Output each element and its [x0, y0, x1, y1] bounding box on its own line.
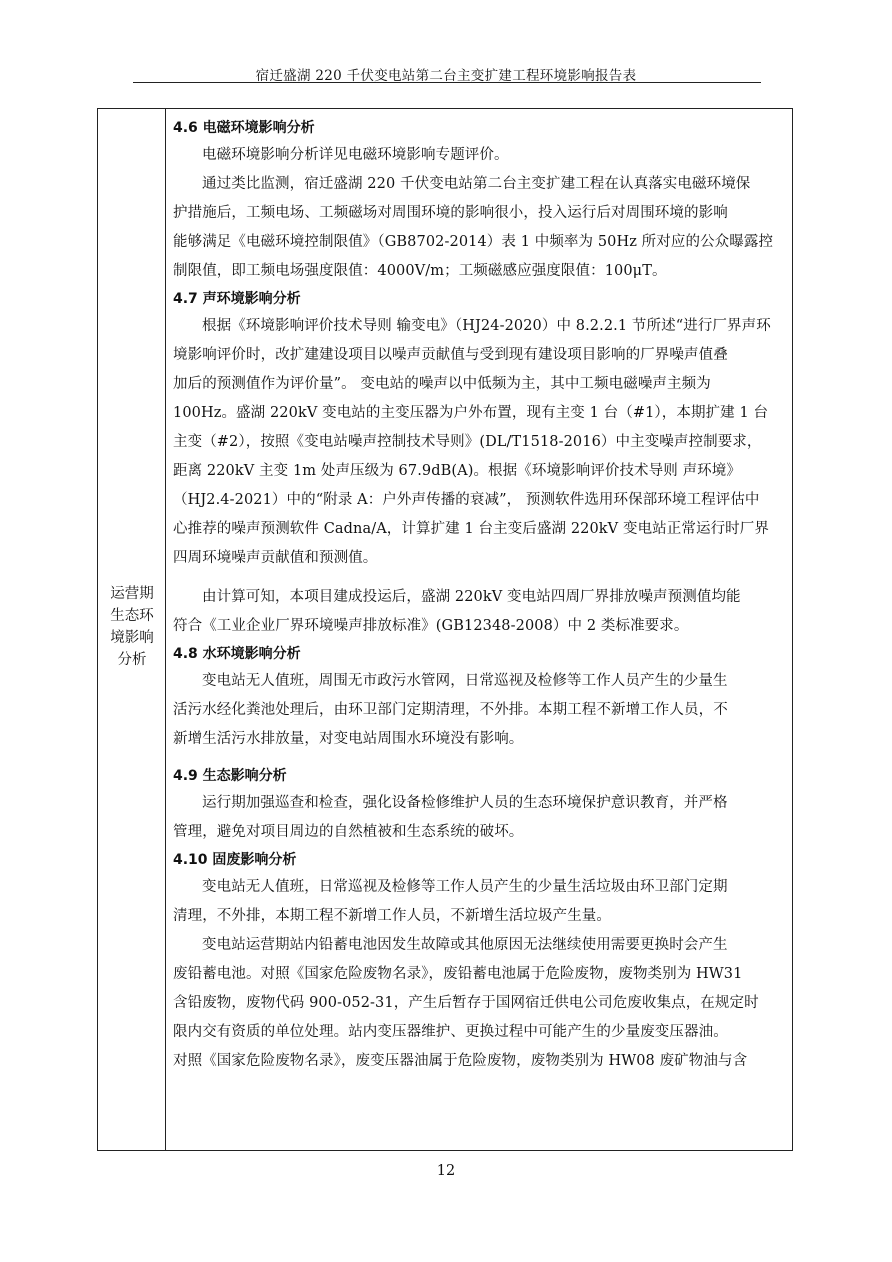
paragraph-line: 变电站无人值班，周围无市政污水管网，日常巡视及检修等工作人员产生的少量生 [202, 673, 728, 689]
paragraph-line: 符合《工业企业厂界环境噪声排放标准》(GB12348-2008）中 2 类标准要求。 [173, 618, 689, 634]
section-heading: 4.10 固废影响分析 [173, 852, 297, 868]
page-number: 12 [436, 1163, 456, 1179]
paragraph-line: 活污水经化粪池处理后，由环卫部门定期清理，不外排。本期工程不新增工作人员，不 [173, 702, 728, 718]
paragraph-line: 主变（#2），按照《变电站噪声控制技术导则》(DL/T1518-2016）中主变噪声控制要求， [173, 434, 762, 450]
paragraph-line: 运行期加强巡查和检查，强化设备检修维护人员的生态环境保护意识教育，并严格 [202, 795, 728, 811]
paragraph-line: 新增生活污水排放量，对变电站周围水环境没有影响。 [173, 731, 524, 747]
paragraph-line: 根据《环境影响评价技术导则 输变电》（HJ24-2020）中 8.2.2.1 节所述“进行厂界声环 [202, 318, 771, 334]
content-cell [173, 115, 787, 1076]
document-header-title: 宿迁盛湖 220 千伏变电站第二台主变扩建工程环境影响报告表 [255, 68, 637, 84]
content-table [97, 108, 793, 1151]
paragraph-line: 变电站无人值班，日常巡视及检修等工作人员产生的少量生活垃圾由环卫部门定期 [202, 879, 728, 895]
row-label [104, 583, 160, 671]
paragraph-line: 境影响评价时，改扩建建设项目以噪声贡献值与受到现有建设项目影响的厂界噪声值叠 [173, 347, 728, 363]
paragraph-line: 100Hz。盛湖 220kV 变电站的主变压器为户外布置，现有主变 1 台（#1），本期扩建 1 台 [173, 405, 769, 421]
row-label-line: 运营期 [110, 586, 154, 602]
body-paragraph [173, 931, 787, 1076]
paragraph-line: 通过类比监测，宿迁盛湖 220 千伏变电站第二台主变扩建工程在认真落实电磁环境保 [202, 176, 751, 192]
header-rule [133, 82, 761, 83]
row-label-cell [98, 109, 165, 1150]
paragraph-line: 含铅废物，废物代码 900-052-31，产生后暂存于国网宿迁供电公司危废收集点，在规定时 [173, 995, 759, 1011]
section-heading: 4.9 生态影响分析 [173, 768, 287, 784]
paragraph-line: 制限值，即工频电场强度限值：4000V/m；工频磁感应强度限值：100μT。 [173, 263, 667, 279]
paragraph-line: 由计算可知，本项目建成投运后，盛湖 220kV 变电站四周厂界排放噪声预测值均能 [202, 589, 741, 605]
body-paragraph [173, 170, 787, 286]
body-paragraph [173, 141, 787, 170]
row-label-line: 生态环 [110, 608, 154, 624]
section-heading: 4.6 电磁环境影响分析 [173, 120, 315, 136]
row-label-line: 境影响 [110, 630, 154, 646]
paragraph-line: 四周环境噪声贡献值和预测值。 [173, 550, 378, 566]
paragraph-line: 清理，不外排，本期工程不新增工作人员，不新增生活垃圾产生量。 [173, 908, 611, 924]
body-paragraph [173, 583, 787, 641]
paragraph-line: 加后的预测值作为评价量”。 变电站的噪声以中低频为主，其中工频电磁噪声主频为 [173, 376, 711, 392]
paragraph-line: 对照《国家危险废物名录》，废变压器油属于危险废物，废物类别为 HW08 废矿物油与含 [173, 1053, 748, 1069]
paragraph-line: 废铅蓄电池。对照《国家危险废物名录》，废铅蓄电池属于危险废物，废物类别为 HW31 [173, 966, 743, 982]
body-paragraph [173, 667, 787, 754]
section-heading: 4.7 声环境影响分析 [173, 291, 301, 307]
paragraph-line: 护措施后，工频电场、工频磁场对周围环境的影响很小，投入运行后对周围环境的影响 [173, 205, 728, 221]
paragraph-line: 心推荐的噪声预测软件 Cadna/A，计算扩建 1 台主变后盛湖 220kV 变电站正常运行时厂界 [173, 521, 769, 537]
spacer [173, 573, 787, 583]
paragraph-line: 管理，避免对项目周边的自然植被和生态系统的破坏。 [173, 824, 524, 840]
paragraph-line: 变电站运营期站内铅蓄电池因发生故障或其他原因无法继续使用需要更换时会产生 [202, 937, 728, 953]
paragraph-line: 电磁环境影响分析详见电磁环境影响专题评价。 [202, 147, 509, 163]
spacer [173, 754, 787, 763]
body-paragraph [173, 312, 787, 573]
row-label-line: 分析 [117, 652, 147, 668]
section-heading: 4.8 水环境影响分析 [173, 646, 301, 662]
paragraph-line: 限内交有资质的单位处理。站内变压器维护、更换过程中可能产生的少量废变压器油。 [173, 1024, 728, 1040]
body-paragraph [173, 789, 787, 847]
paragraph-line: 距离 220kV 主变 1m 处声压级为 67.9dB(A)。根据《环境影响评价技术导则 声环境》 [173, 463, 741, 479]
column-divider [165, 109, 166, 1150]
paragraph-line: （HJ2.4-2021）中的“附录 A：户外声传播的衰减”， 预测软件选用环保部环境工程评估中 [173, 492, 760, 508]
body-paragraph [173, 873, 787, 931]
paragraph-line: 能够满足《电磁环境控制限值》（GB8702-2014）表 1 中频率为 50Hz 所对应的公众曝露控 [173, 234, 774, 250]
